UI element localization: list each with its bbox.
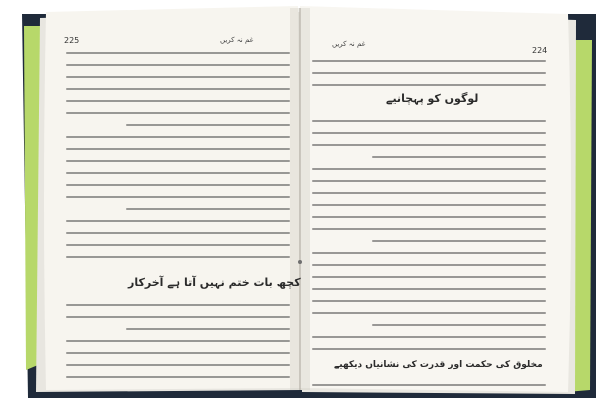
text-line xyxy=(312,348,546,350)
text-line xyxy=(372,156,546,158)
right-running-header: غم نہ کریں xyxy=(332,40,366,48)
text-line xyxy=(66,88,290,90)
text-line xyxy=(312,276,546,278)
text-line xyxy=(66,100,290,102)
text-line xyxy=(312,288,546,290)
text-line xyxy=(66,220,290,222)
text-line xyxy=(66,184,290,186)
right-page xyxy=(300,6,571,392)
text-line xyxy=(126,124,290,126)
right-page-number: 224 xyxy=(532,46,548,55)
text-line xyxy=(312,252,546,254)
right-section-title-bottom: مخلوق کی حکمت اور قدرت کی نشانیاں دیکھیے xyxy=(334,360,543,370)
text-line xyxy=(66,364,290,366)
text-line xyxy=(66,52,290,54)
text-line xyxy=(312,120,546,122)
text-line xyxy=(66,352,290,354)
text-line xyxy=(66,232,290,234)
text-line xyxy=(372,240,546,242)
text-line xyxy=(66,64,290,66)
text-line xyxy=(312,72,546,74)
text-line xyxy=(312,60,546,62)
text-line xyxy=(66,340,290,342)
text-line xyxy=(66,304,290,306)
text-line xyxy=(312,336,546,338)
text-line xyxy=(312,300,546,302)
text-line xyxy=(312,180,546,182)
text-line xyxy=(66,244,290,246)
text-line xyxy=(312,168,546,170)
right-section-title-top: لوگوں کو پہچانیے xyxy=(386,92,479,105)
left-page-number: 225 xyxy=(64,36,80,45)
text-line xyxy=(312,312,546,314)
text-line xyxy=(66,160,290,162)
text-line xyxy=(66,112,290,114)
text-line xyxy=(312,264,546,266)
text-line xyxy=(126,208,290,210)
text-line xyxy=(312,216,546,218)
text-line xyxy=(312,192,546,194)
text-line xyxy=(66,196,290,198)
text-line xyxy=(372,324,546,326)
text-line xyxy=(312,384,546,386)
text-line xyxy=(66,148,290,150)
text-line xyxy=(312,132,546,134)
text-line xyxy=(312,228,546,230)
text-line xyxy=(66,316,290,318)
gutter-line xyxy=(299,8,301,390)
text-line xyxy=(66,172,290,174)
text-line xyxy=(66,136,290,138)
text-line xyxy=(66,76,290,78)
text-line xyxy=(312,144,546,146)
left-section-title: کچھ بات ختم نہیں آتا ہے آخرکار xyxy=(128,276,301,289)
text-line xyxy=(66,256,290,258)
binding-dot xyxy=(298,260,302,264)
text-line xyxy=(66,376,290,378)
text-line xyxy=(126,328,290,330)
text-line xyxy=(312,204,546,206)
left-running-header: غم نہ کریں xyxy=(220,36,254,44)
text-line xyxy=(312,84,546,86)
